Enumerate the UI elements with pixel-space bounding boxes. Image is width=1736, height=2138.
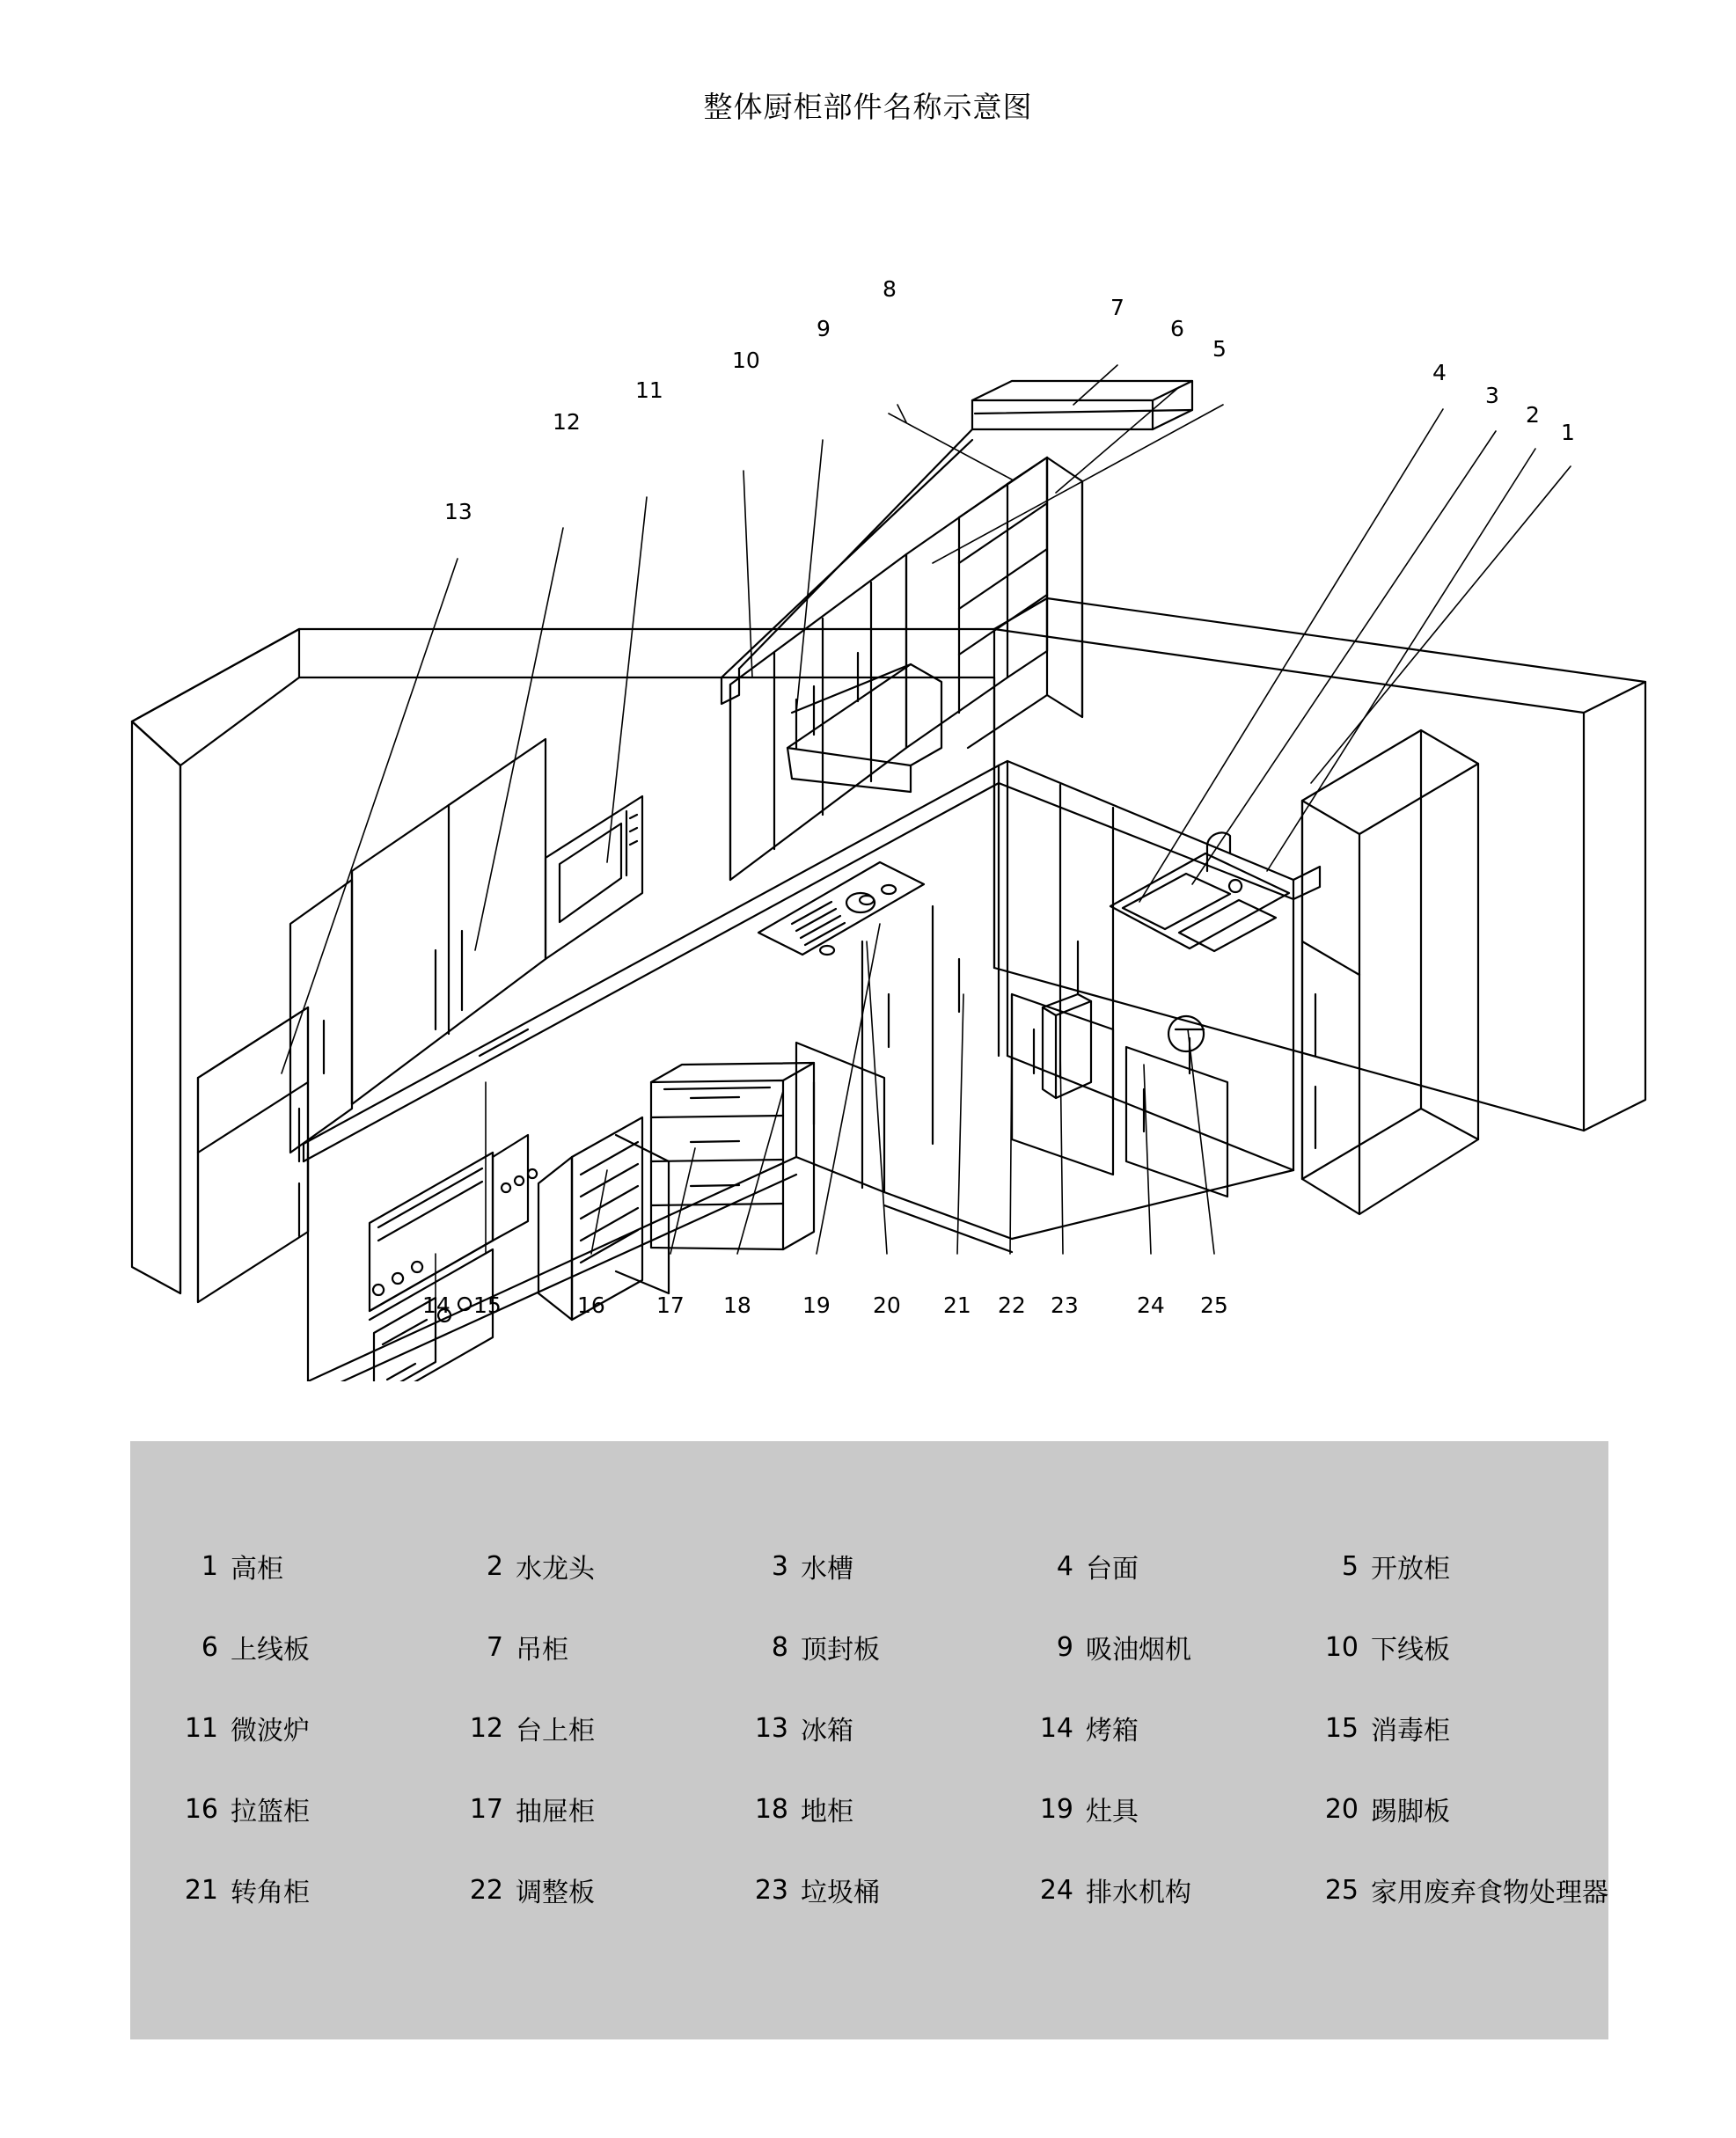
legend-item-number: 20 [1324, 1793, 1359, 1825]
legend-item [1271, 1790, 1608, 1828]
legend-item-label: 排水机构 [1086, 1878, 1191, 1908]
kitchen-cabinet-diagram [0, 150, 1736, 1381]
callout-12: 12 [553, 409, 581, 435]
callout-8: 8 [883, 276, 897, 302]
legend-item-number: 7 [486, 1631, 503, 1663]
legend-item-label: 水槽 [801, 1554, 853, 1585]
legend-item-number: 4 [1056, 1550, 1073, 1582]
callout-1: 1 [1561, 420, 1575, 445]
legend-item-number: 13 [754, 1712, 788, 1744]
legend-item [700, 1871, 985, 1909]
legend-item-number: 14 [1039, 1712, 1073, 1744]
callout-3: 3 [1485, 383, 1499, 408]
legend-item [130, 1790, 415, 1828]
legend-item-label: 顶封板 [801, 1635, 880, 1666]
legend-item-label: 拉篮柜 [231, 1797, 310, 1827]
legend-item-number: 19 [1039, 1793, 1073, 1825]
legend-item [1271, 1628, 1608, 1666]
callout-10: 10 [732, 348, 760, 373]
legend-item [985, 1709, 1271, 1747]
callout-23: 23 [1051, 1292, 1079, 1318]
legend-item [130, 1871, 415, 1909]
legend-item-label: 冰箱 [801, 1716, 853, 1746]
legend-item [130, 1628, 415, 1666]
callout-9: 9 [817, 316, 831, 341]
legend-item-label: 家用废弃食物处理器 [1371, 1878, 1608, 1908]
legend-item [1271, 1547, 1608, 1585]
callout-25: 25 [1200, 1292, 1228, 1318]
legend-item-label: 水龙头 [516, 1554, 595, 1585]
legend-item [415, 1628, 700, 1666]
legend-item-number: 10 [1324, 1631, 1359, 1663]
legend-item-label: 垃圾桶 [801, 1878, 880, 1908]
legend-item-number: 21 [184, 1874, 218, 1906]
callout-17: 17 [656, 1292, 685, 1318]
legend-item-label: 高柜 [231, 1554, 283, 1585]
legend-item-number: 11 [184, 1712, 218, 1744]
legend-item-number: 24 [1039, 1874, 1073, 1906]
legend-item-number: 25 [1324, 1874, 1359, 1906]
callout-18: 18 [723, 1292, 751, 1318]
legend-item [415, 1547, 700, 1585]
legend-item [985, 1547, 1271, 1585]
callout-4: 4 [1432, 360, 1447, 385]
legend-item [985, 1628, 1271, 1666]
legend-item-number: 17 [469, 1793, 503, 1825]
legend-item [700, 1790, 985, 1828]
legend-item [130, 1709, 415, 1747]
legend-item-label: 转角柜 [231, 1878, 310, 1908]
legend-item [130, 1547, 415, 1585]
callout-11: 11 [635, 377, 663, 403]
legend-item [700, 1709, 985, 1747]
legend-item-number: 2 [486, 1550, 503, 1582]
legend-item-label: 吊柜 [516, 1635, 568, 1666]
legend-item [1271, 1871, 1608, 1909]
legend-item [700, 1628, 985, 1666]
legend-item-label: 踢脚板 [1371, 1797, 1450, 1827]
legend-item-number: 8 [771, 1631, 788, 1663]
legend-item [415, 1871, 700, 1909]
legend-item-label: 台面 [1086, 1554, 1139, 1585]
legend-item-number: 6 [201, 1631, 218, 1663]
callout-24: 24 [1137, 1292, 1165, 1318]
legend-item-label: 上线板 [231, 1635, 310, 1666]
legend-grid [130, 1526, 1608, 1930]
legend-item-number: 5 [1341, 1550, 1359, 1582]
legend-item-label: 地柜 [801, 1797, 853, 1827]
callout-7: 7 [1110, 295, 1124, 320]
callout-6: 6 [1170, 316, 1184, 341]
legend-item-label: 吸油烟机 [1086, 1635, 1191, 1666]
legend-item-number: 23 [754, 1874, 788, 1906]
legend-item [415, 1709, 700, 1747]
legend-item-label: 抽屉柜 [516, 1797, 595, 1827]
legend-item-number: 22 [469, 1874, 503, 1906]
callout-2: 2 [1526, 402, 1540, 428]
legend-item [985, 1790, 1271, 1828]
legend-item [985, 1871, 1271, 1909]
callout-5: 5 [1212, 336, 1227, 362]
legend-item-label: 调整板 [516, 1878, 595, 1908]
callout-21: 21 [943, 1292, 971, 1318]
legend-item-label: 下线板 [1371, 1635, 1450, 1666]
callout-13: 13 [444, 499, 472, 524]
callout-22: 22 [998, 1292, 1026, 1318]
callout-20: 20 [873, 1292, 901, 1318]
legend-item-number: 12 [469, 1712, 503, 1744]
legend-panel [130, 1441, 1608, 2039]
legend-item-number: 16 [184, 1793, 218, 1825]
legend-item-label: 烤箱 [1086, 1716, 1139, 1746]
callout-16: 16 [577, 1292, 605, 1318]
legend-item-label: 微波炉 [231, 1716, 310, 1746]
diagram-svg [0, 150, 1736, 1381]
callout-19: 19 [802, 1292, 831, 1318]
legend-item-label: 开放柜 [1371, 1554, 1450, 1585]
legend-item [415, 1790, 700, 1828]
legend-item [700, 1547, 985, 1585]
legend-item-label: 台上柜 [516, 1716, 595, 1746]
legend-item-label: 消毒柜 [1371, 1716, 1450, 1746]
legend-item-number: 18 [754, 1793, 788, 1825]
legend-item [1271, 1709, 1608, 1747]
legend-item-label: 灶具 [1086, 1797, 1139, 1827]
legend-item-number: 3 [771, 1550, 788, 1582]
legend-item-number: 1 [201, 1550, 218, 1582]
page-title: 整体厨柜部件名称示意图 [703, 90, 1033, 124]
callout-14: 14 [422, 1292, 450, 1318]
legend-item-number: 15 [1324, 1712, 1359, 1744]
legend-item-number: 9 [1056, 1631, 1073, 1663]
callout-15: 15 [473, 1292, 502, 1318]
